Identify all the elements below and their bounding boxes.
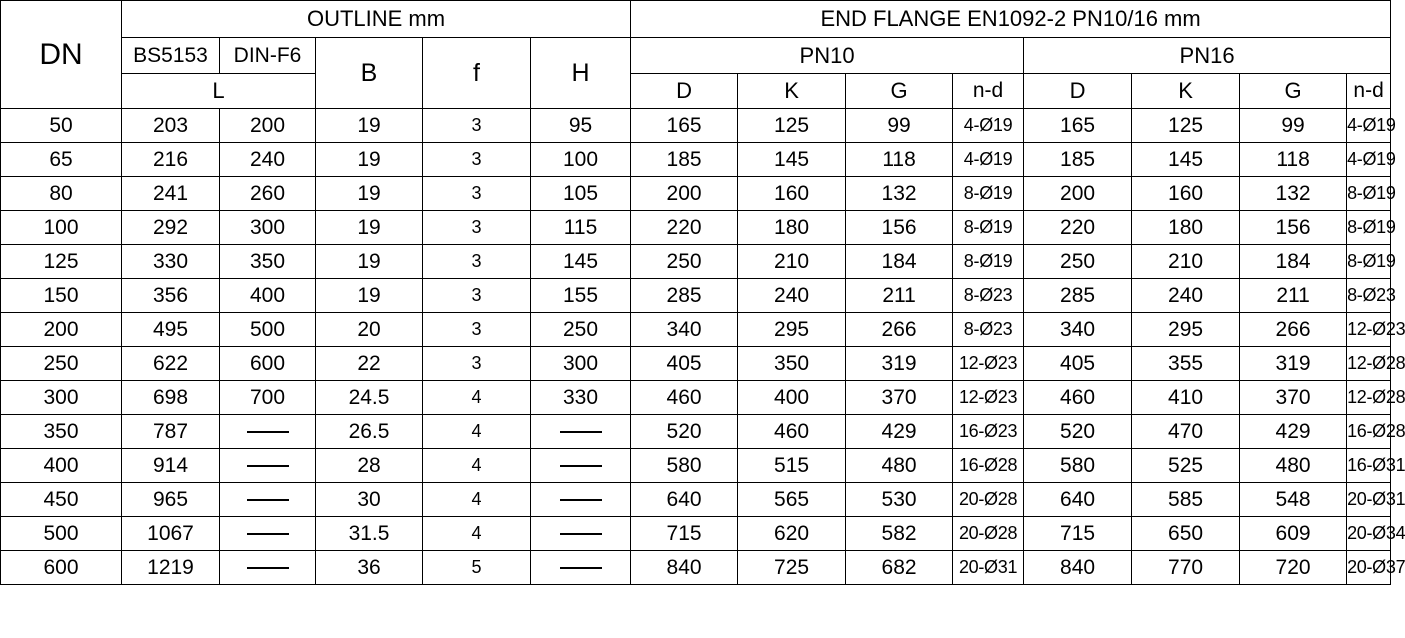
cell-din: 350	[220, 245, 316, 279]
not-applicable-dash	[247, 431, 289, 433]
cell-dn: 350	[1, 415, 122, 449]
cell-f: 3	[423, 279, 531, 313]
cell-dn: 125	[1, 245, 122, 279]
cell-nd16: 16-Ø31	[1347, 449, 1391, 483]
dn-header: DN	[1, 1, 122, 109]
not-applicable-dash	[247, 499, 289, 501]
table-row	[1, 517, 1391, 551]
cell-nd16: 16-Ø28	[1347, 415, 1391, 449]
cell-din: 200	[220, 109, 316, 143]
cell-g10: 582	[846, 517, 953, 551]
cell-nd16: 8-Ø23	[1347, 279, 1391, 313]
cell-d10: 200	[631, 177, 738, 211]
cell-nd10: 4-Ø19	[953, 109, 1024, 143]
cell-g10: 370	[846, 381, 953, 415]
table-row	[1, 415, 1391, 449]
cell-nd16: 20-Ø34	[1347, 517, 1391, 551]
cell-dn: 600	[1, 551, 122, 585]
cell-dn: 80	[1, 177, 122, 211]
cell-g16: 156	[1240, 211, 1347, 245]
cell-nd16: 4-Ø19	[1347, 109, 1391, 143]
cell-k10: 515	[738, 449, 846, 483]
cell-d10: 520	[631, 415, 738, 449]
cell-bs: 330	[122, 245, 220, 279]
table-row	[1, 483, 1391, 517]
cell-d16: 200	[1024, 177, 1132, 211]
table-row	[1, 279, 1391, 313]
cell-k10: 725	[738, 551, 846, 585]
cell-bs: 622	[122, 347, 220, 381]
cell-din: 600	[220, 347, 316, 381]
cell-g16: 211	[1240, 279, 1347, 313]
table-row	[1, 143, 1391, 177]
cell-f: 4	[423, 449, 531, 483]
cell-nd10: 20-Ø31	[953, 551, 1024, 585]
table-row	[1, 449, 1391, 483]
cell-b: 22	[316, 347, 423, 381]
cell-d16: 580	[1024, 449, 1132, 483]
table-row	[1, 177, 1391, 211]
cell-g16: 370	[1240, 381, 1347, 415]
cell-din: 260	[220, 177, 316, 211]
cell-d10: 640	[631, 483, 738, 517]
table-row	[1, 245, 1391, 279]
cell-b: 19	[316, 109, 423, 143]
cell-bs: 787	[122, 415, 220, 449]
din-f6-header: DIN-F6	[220, 38, 316, 74]
cell-h	[531, 517, 631, 551]
cell-dn: 100	[1, 211, 122, 245]
h-header: H	[531, 38, 631, 109]
cell-g16: 266	[1240, 313, 1347, 347]
cell-dn: 500	[1, 517, 122, 551]
cell-d10: 405	[631, 347, 738, 381]
cell-d10: 285	[631, 279, 738, 313]
f-header: f	[423, 38, 531, 109]
pn10-d-header: D	[631, 74, 738, 109]
cell-bs: 203	[122, 109, 220, 143]
cell-bs: 356	[122, 279, 220, 313]
cell-b: 19	[316, 245, 423, 279]
cell-f: 3	[423, 211, 531, 245]
cell-k16: 240	[1132, 279, 1240, 313]
cell-h	[531, 449, 631, 483]
cell-nd10: 4-Ø19	[953, 143, 1024, 177]
cell-dn: 50	[1, 109, 122, 143]
cell-b: 24.5	[316, 381, 423, 415]
cell-nd10: 16-Ø23	[953, 415, 1024, 449]
cell-nd10: 8-Ø19	[953, 245, 1024, 279]
cell-d16: 165	[1024, 109, 1132, 143]
cell-k16: 525	[1132, 449, 1240, 483]
cell-k10: 460	[738, 415, 846, 449]
cell-k16: 470	[1132, 415, 1240, 449]
cell-h: 100	[531, 143, 631, 177]
table-body	[1, 109, 1405, 585]
cell-h: 155	[531, 279, 631, 313]
cell-f: 4	[423, 483, 531, 517]
cell-h: 105	[531, 177, 631, 211]
cell-d16: 220	[1024, 211, 1132, 245]
cell-g16: 99	[1240, 109, 1347, 143]
cell-k16: 585	[1132, 483, 1240, 517]
cell-nd10: 20-Ø28	[953, 517, 1024, 551]
cell-dn: 400	[1, 449, 122, 483]
cell-k16: 295	[1132, 313, 1240, 347]
cell-d16: 460	[1024, 381, 1132, 415]
cell-f: 5	[423, 551, 531, 585]
cell-f: 3	[423, 109, 531, 143]
cell-g10: 266	[846, 313, 953, 347]
cell-b: 28	[316, 449, 423, 483]
cell-g10: 211	[846, 279, 953, 313]
cell-d10: 340	[631, 313, 738, 347]
cell-nd10: 8-Ø19	[953, 177, 1024, 211]
not-applicable-dash	[247, 465, 289, 467]
cell-d16: 640	[1024, 483, 1132, 517]
cell-f: 4	[423, 517, 531, 551]
cell-h: 250	[531, 313, 631, 347]
cell-b: 19	[316, 211, 423, 245]
cell-din	[220, 483, 316, 517]
not-applicable-dash	[247, 533, 289, 535]
cell-k16: 650	[1132, 517, 1240, 551]
cell-din: 700	[220, 381, 316, 415]
table-row	[1, 381, 1391, 415]
cell-k16: 125	[1132, 109, 1240, 143]
cell-g16: 429	[1240, 415, 1347, 449]
cell-d10: 580	[631, 449, 738, 483]
cell-dn: 450	[1, 483, 122, 517]
cell-dn: 200	[1, 313, 122, 347]
cell-bs: 216	[122, 143, 220, 177]
cell-d16: 340	[1024, 313, 1132, 347]
cell-g10: 480	[846, 449, 953, 483]
cell-b: 19	[316, 143, 423, 177]
pn10-g-header: G	[846, 74, 953, 109]
cell-nd10: 8-Ø23	[953, 279, 1024, 313]
cell-din	[220, 551, 316, 585]
cell-bs: 698	[122, 381, 220, 415]
table-row	[1, 211, 1391, 245]
l-header: L	[122, 74, 316, 109]
cell-k10: 350	[738, 347, 846, 381]
pn10-nd-header: n-d	[953, 74, 1024, 109]
cell-k10: 210	[738, 245, 846, 279]
cell-d16: 520	[1024, 415, 1132, 449]
cell-nd16: 12-Ø28	[1347, 347, 1391, 381]
table-row	[1, 109, 1391, 143]
cell-h	[531, 483, 631, 517]
cell-g16: 609	[1240, 517, 1347, 551]
cell-din: 300	[220, 211, 316, 245]
cell-nd10: 16-Ø28	[953, 449, 1024, 483]
cell-k10: 160	[738, 177, 846, 211]
cell-f: 3	[423, 177, 531, 211]
cell-k10: 400	[738, 381, 846, 415]
bs5153-header: BS5153	[122, 38, 220, 74]
cell-d10: 165	[631, 109, 738, 143]
outline-header: OUTLINE mm	[122, 1, 631, 38]
cell-g16: 118	[1240, 143, 1347, 177]
not-applicable-dash	[560, 431, 602, 433]
cell-d16: 840	[1024, 551, 1132, 585]
cell-k10: 180	[738, 211, 846, 245]
cell-din: 400	[220, 279, 316, 313]
cell-bs: 241	[122, 177, 220, 211]
table-row	[1, 551, 1391, 585]
cell-f: 3	[423, 313, 531, 347]
cell-b: 36	[316, 551, 423, 585]
cell-d16: 285	[1024, 279, 1132, 313]
pn10-header: PN10	[631, 38, 1024, 74]
cell-g10: 184	[846, 245, 953, 279]
cell-k10: 240	[738, 279, 846, 313]
pn16-header: PN16	[1024, 38, 1391, 74]
cell-h: 300	[531, 347, 631, 381]
cell-dn: 300	[1, 381, 122, 415]
pn16-nd-header: n-d	[1347, 74, 1391, 109]
cell-h: 330	[531, 381, 631, 415]
cell-nd16: 20-Ø31	[1347, 483, 1391, 517]
cell-dn: 250	[1, 347, 122, 381]
cell-nd10: 12-Ø23	[953, 347, 1024, 381]
cell-k10: 125	[738, 109, 846, 143]
cell-d10: 715	[631, 517, 738, 551]
cell-d10: 220	[631, 211, 738, 245]
cell-f: 3	[423, 245, 531, 279]
cell-d16: 250	[1024, 245, 1132, 279]
cell-b: 20	[316, 313, 423, 347]
cell-h: 95	[531, 109, 631, 143]
cell-f: 4	[423, 415, 531, 449]
cell-nd16: 20-Ø37	[1347, 551, 1391, 585]
cell-k16: 145	[1132, 143, 1240, 177]
cell-d10: 840	[631, 551, 738, 585]
cell-nd10: 8-Ø23	[953, 313, 1024, 347]
end-flange-header: END FLANGE EN1092-2 PN10/16 mm	[631, 1, 1391, 38]
cell-g10: 118	[846, 143, 953, 177]
cell-d16: 715	[1024, 517, 1132, 551]
cell-b: 19	[316, 177, 423, 211]
pn16-k-header: K	[1132, 74, 1240, 109]
pn16-g-header: G	[1240, 74, 1347, 109]
cell-k16: 160	[1132, 177, 1240, 211]
cell-dn: 150	[1, 279, 122, 313]
cell-nd16: 12-Ø28	[1347, 381, 1391, 415]
cell-bs: 1219	[122, 551, 220, 585]
table-row	[1, 347, 1391, 381]
not-applicable-dash	[247, 567, 289, 569]
cell-k16: 410	[1132, 381, 1240, 415]
cell-k10: 295	[738, 313, 846, 347]
table-row	[1, 313, 1391, 347]
cell-dn: 65	[1, 143, 122, 177]
cell-din	[220, 415, 316, 449]
cell-d10: 460	[631, 381, 738, 415]
cell-d16: 185	[1024, 143, 1132, 177]
cell-nd10: 12-Ø23	[953, 381, 1024, 415]
cell-h: 115	[531, 211, 631, 245]
cell-g16: 319	[1240, 347, 1347, 381]
cell-din	[220, 449, 316, 483]
cell-g10: 156	[846, 211, 953, 245]
cell-k16: 180	[1132, 211, 1240, 245]
cell-b: 26.5	[316, 415, 423, 449]
cell-g10: 99	[846, 109, 953, 143]
cell-g10: 682	[846, 551, 953, 585]
cell-g16: 480	[1240, 449, 1347, 483]
cell-nd10: 20-Ø28	[953, 483, 1024, 517]
cell-f: 3	[423, 143, 531, 177]
not-applicable-dash	[560, 567, 602, 569]
cell-bs: 965	[122, 483, 220, 517]
cell-din: 240	[220, 143, 316, 177]
cell-d10: 185	[631, 143, 738, 177]
cell-g16: 184	[1240, 245, 1347, 279]
cell-nd10: 8-Ø19	[953, 211, 1024, 245]
cell-g10: 530	[846, 483, 953, 517]
cell-b: 19	[316, 279, 423, 313]
cell-nd16: 8-Ø19	[1347, 211, 1391, 245]
cell-g16: 720	[1240, 551, 1347, 585]
cell-k10: 620	[738, 517, 846, 551]
cell-g10: 429	[846, 415, 953, 449]
cell-nd16: 4-Ø19	[1347, 143, 1391, 177]
cell-k16: 355	[1132, 347, 1240, 381]
cell-din: 500	[220, 313, 316, 347]
cell-din	[220, 517, 316, 551]
cell-g10: 132	[846, 177, 953, 211]
cell-bs: 914	[122, 449, 220, 483]
not-applicable-dash	[560, 465, 602, 467]
cell-k16: 770	[1132, 551, 1240, 585]
not-applicable-dash	[560, 533, 602, 535]
cell-h	[531, 415, 631, 449]
not-applicable-dash	[560, 499, 602, 501]
cell-h	[531, 551, 631, 585]
cell-k16: 210	[1132, 245, 1240, 279]
cell-bs: 292	[122, 211, 220, 245]
cell-nd16: 8-Ø19	[1347, 245, 1391, 279]
cell-k10: 145	[738, 143, 846, 177]
cell-g16: 548	[1240, 483, 1347, 517]
cell-k10: 565	[738, 483, 846, 517]
cell-d10: 250	[631, 245, 738, 279]
cell-nd16: 12-Ø23	[1347, 313, 1391, 347]
pn16-d-header: D	[1024, 74, 1132, 109]
cell-b: 31.5	[316, 517, 423, 551]
cell-f: 4	[423, 381, 531, 415]
cell-g16: 132	[1240, 177, 1347, 211]
cell-bs: 495	[122, 313, 220, 347]
cell-d16: 405	[1024, 347, 1132, 381]
cell-nd16: 8-Ø19	[1347, 177, 1391, 211]
b-header: B	[316, 38, 423, 109]
cell-bs: 1067	[122, 517, 220, 551]
cell-g10: 319	[846, 347, 953, 381]
cell-b: 30	[316, 483, 423, 517]
pn10-k-header: K	[738, 74, 846, 109]
cell-h: 145	[531, 245, 631, 279]
cell-f: 3	[423, 347, 531, 381]
